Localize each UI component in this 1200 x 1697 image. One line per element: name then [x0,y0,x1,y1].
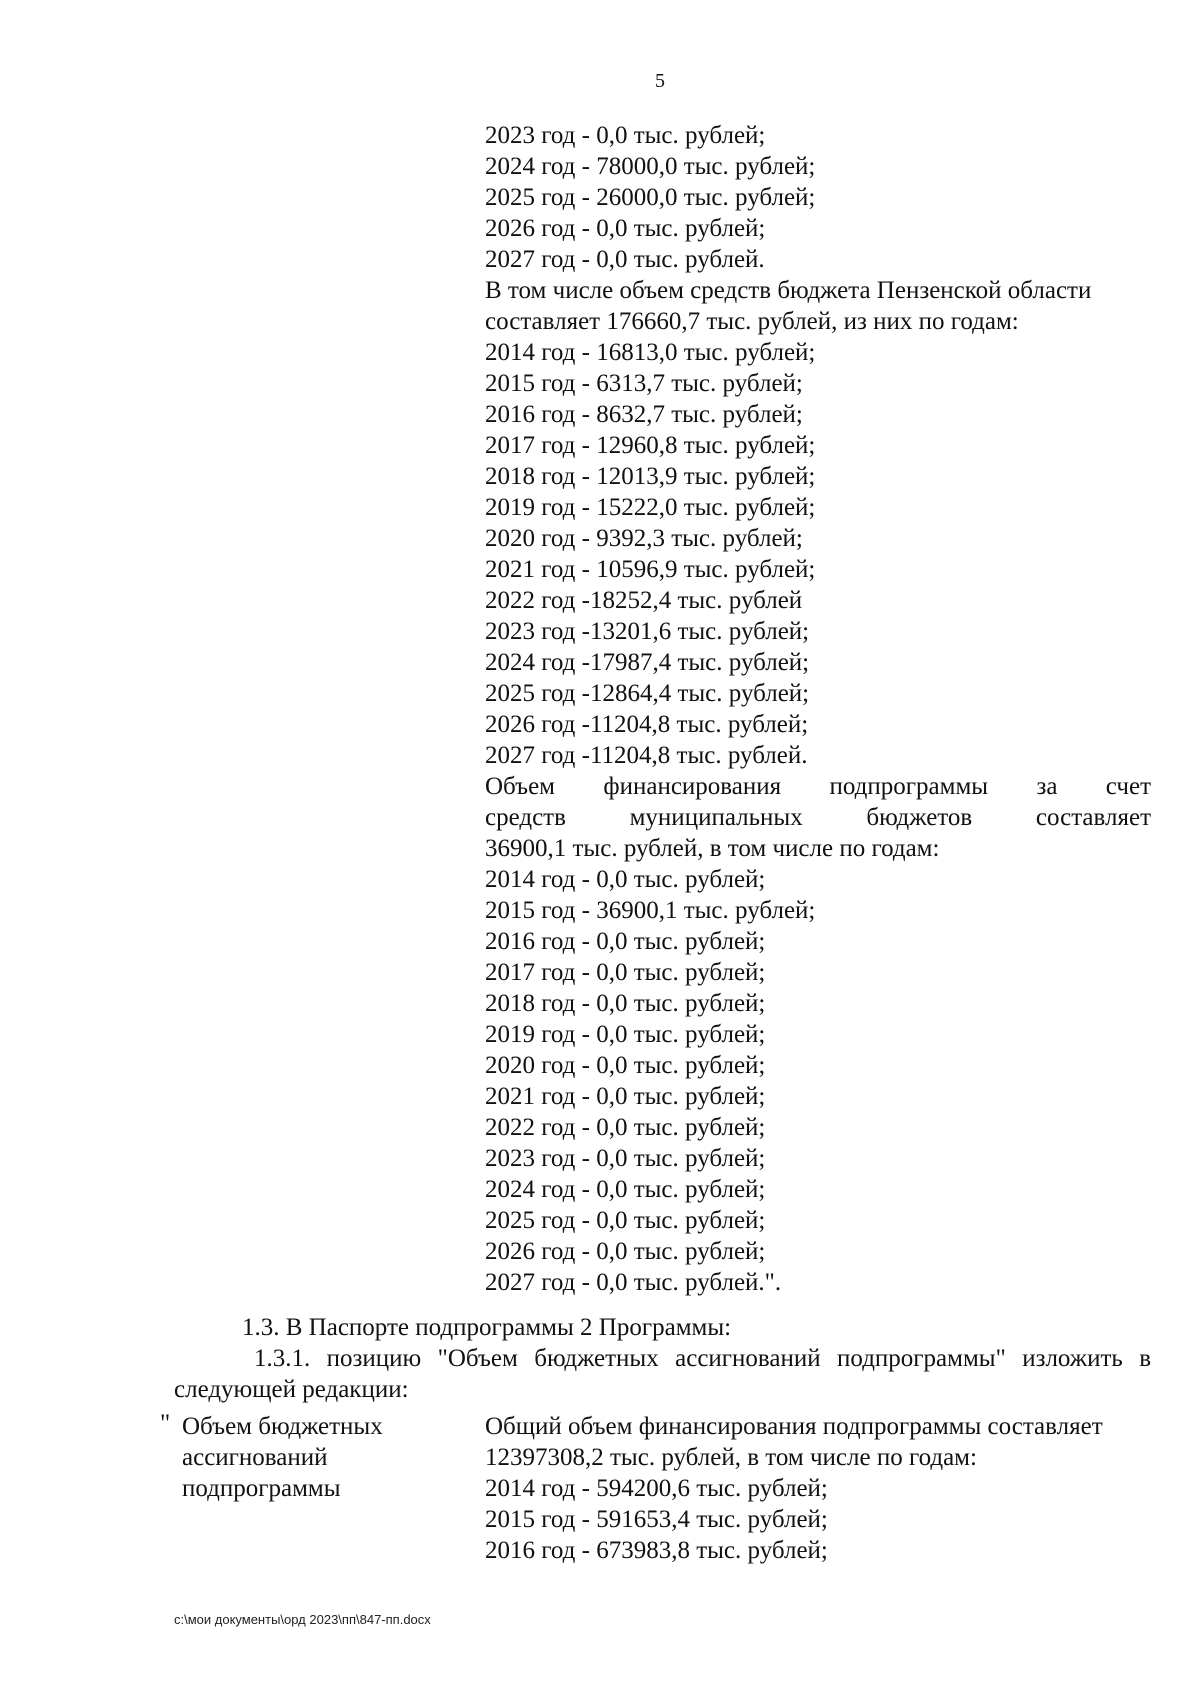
list-item: 2018 год - 0,0 тыс. рублей; [485,990,766,1017]
funding-years-column [485,120,1151,1298]
list-item: 2026 год -11204,8 тыс. рублей; [485,711,809,738]
list-item: 2015 год - 6313,7 тыс. рублей; [485,370,803,397]
list-item: 2025 год -12864,4 тыс. рублей; [485,680,810,707]
list-item: 2025 год - 0,0 тыс. рублей; [485,1207,766,1234]
list-item: 2022 год -18252,4 тыс. рублей [485,587,803,614]
list-item: 2024 год -17987,4 тыс. рублей; [485,649,810,676]
list-item: 2019 год - 15222,0 тыс. рублей; [485,494,816,521]
list-item: 2023 год - 0,0 тыс. рублей; [485,122,766,149]
list-item: 2019 год - 0,0 тыс. рублей; [485,1021,766,1048]
list-item: 2016 год - 0,0 тыс. рублей; [485,928,766,955]
list-item: 12397308,2 тыс. рублей, в том числе по годам: [485,1444,977,1471]
list-item: составляет 176660,7 тыс. рублей, из них по годам: [485,308,1019,335]
list-item: 2014 год - 594200,6 тыс. рублей; [485,1475,828,1502]
list-item: 2014 год - 16813,0 тыс. рублей; [485,339,816,366]
list-item: 2016 год - 673983,8 тыс. рублей; [485,1537,828,1564]
opening-quote-mark: " [160,1410,171,1437]
list-item: 2026 год - 0,0 тыс. рублей; [485,215,766,242]
label-line: Объем бюджетных [182,1413,383,1440]
section-1-3-heading: 1.3. В Паспорте подпрограммы 2 Программы: [242,1314,732,1341]
label-line: ассигнований [182,1444,328,1471]
list-item: 2023 год -13201,6 тыс. рублей; [485,618,810,645]
list-item: 2024 год - 78000,0 тыс. рублей; [485,153,816,180]
list-item: 2018 год - 12013,9 тыс. рублей; [485,463,816,490]
list-item: средств муниципальных бюджетов составляет [485,804,1151,831]
footer-file-path: c:\мои документы\орд 2023\пп\847-пп.docx [174,1612,431,1627]
section-1-3-1-paragraph: 1.3.1. позицию "Объем бюджетных ассигнований подпрограммы" изложить в следующей редакции: [174,1345,1151,1403]
label-line: подпрограммы [182,1475,341,1502]
list-item: 2026 год - 0,0 тыс. рублей; [485,1238,766,1265]
budget-allocation-value [485,1411,1151,1566]
list-item: 2027 год - 0,0 тыс. рублей.". [485,1269,782,1296]
list-item: 2027 год -11204,8 тыс. рублей. [485,742,808,769]
list-item: 2020 год - 9392,3 тыс. рублей; [485,525,803,552]
budget-allocation-label [182,1411,452,1504]
list-item: 2021 год - 0,0 тыс. рублей; [485,1083,766,1110]
list-item: 2014 год - 0,0 тыс. рублей; [485,866,766,893]
list-item: 2016 год - 8632,7 тыс. рублей; [485,401,803,428]
page-number: 5 [655,70,665,92]
list-item: В том числе объем средств бюджета Пензенской области [485,277,1092,304]
list-item: 2017 год - 12960,8 тыс. рублей; [485,432,816,459]
list-item: 2017 год - 0,0 тыс. рублей; [485,959,766,986]
list-item: 2020 год - 0,0 тыс. рублей; [485,1052,766,1079]
list-item: 2021 год - 10596,9 тыс. рублей; [485,556,816,583]
list-item: 2024 год - 0,0 тыс. рублей; [485,1176,766,1203]
list-item: 36900,1 тыс. рублей, в том числе по годам: [485,835,940,862]
list-item: 2015 год - 36900,1 тыс. рублей; [485,897,816,924]
list-item: 2027 год - 0,0 тыс. рублей. [485,246,765,273]
list-item: 2015 год - 591653,4 тыс. рублей; [485,1506,828,1533]
list-item: Общий объем финансирования подпрограммы составляет [485,1413,1103,1440]
list-item: Объем финансирования подпрограммы за счет [485,773,1151,800]
list-item: 2022 год - 0,0 тыс. рублей; [485,1114,766,1141]
list-item: 2025 год - 26000,0 тыс. рублей; [485,184,816,211]
list-item: 2023 год - 0,0 тыс. рублей; [485,1145,766,1172]
